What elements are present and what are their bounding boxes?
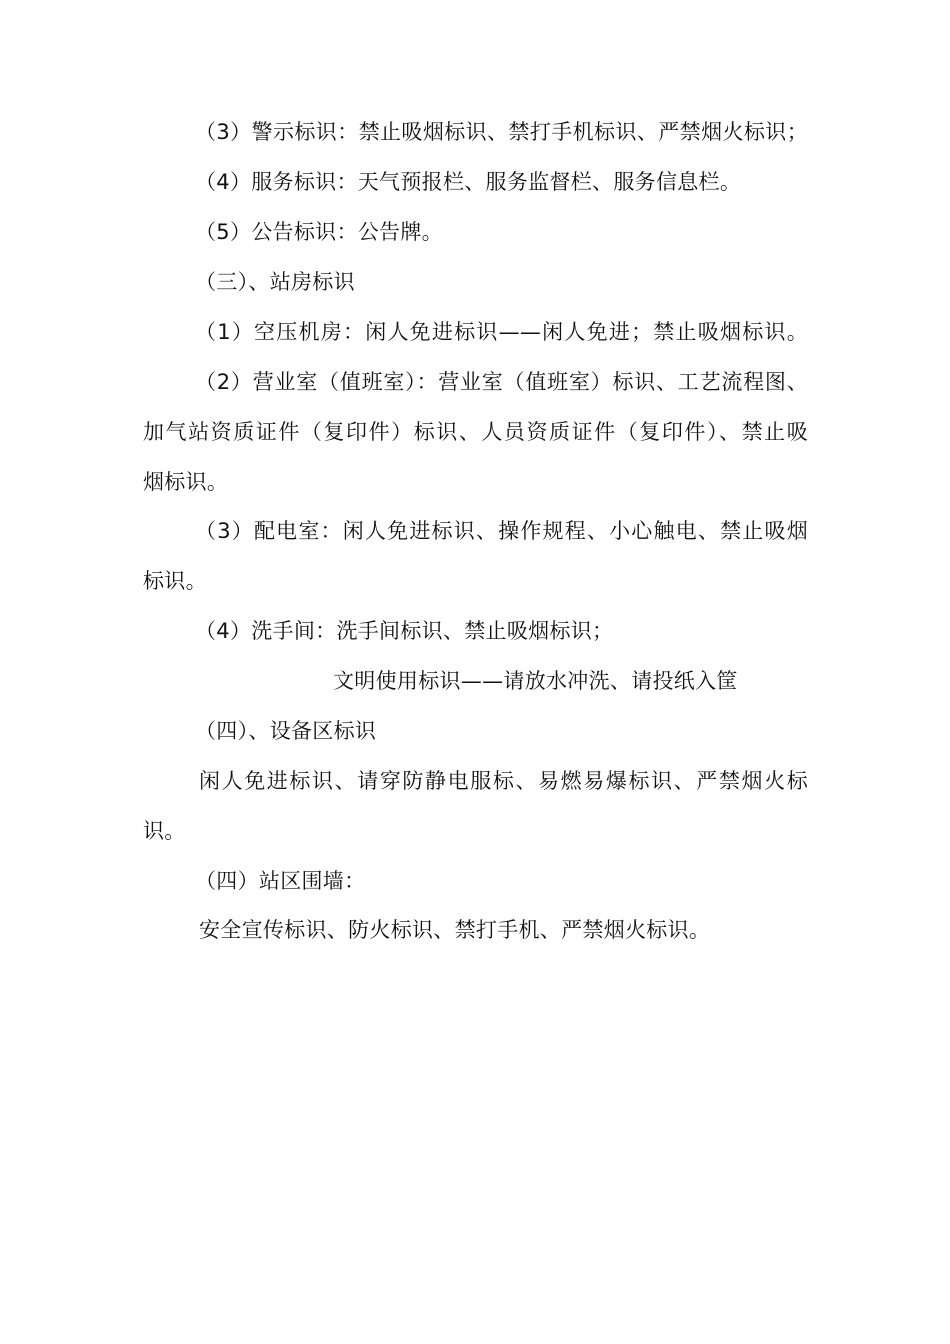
paragraph-business-room-line2: 加气站资质证件（复印件）标识、人员资质证件（复印件）、禁止吸	[143, 420, 808, 444]
section-heading-equipment-area: （四）、设备区标识	[195, 719, 377, 743]
paragraph-service-signs: （4）服务标识：天气预报栏、服务监督栏、服务信息栏。	[195, 170, 742, 194]
paragraph-equipment-area-line2: 识。	[143, 819, 186, 843]
paragraph-restroom-line2: 文明使用标识——请放水冲洗、请投纸入筐	[333, 669, 738, 693]
paragraph-equipment-area-line1: 闲人免进标识、请穿防静电服标、易燃易爆标识、严禁烟火标	[199, 769, 808, 793]
section-heading-station-building: （三）、站房标识	[195, 270, 355, 294]
paragraph-restroom-line1: （4）洗手间：洗手间标识、禁止吸烟标识；	[195, 619, 614, 643]
paragraph-power-room-line2: 标识。	[143, 569, 207, 593]
paragraph-notice-signs: （5）公告标识：公告牌。	[195, 220, 443, 244]
paragraph-station-wall: 安全宣传标识、防火标识、禁打手机、严禁烟火标识。	[199, 918, 711, 942]
paragraph-warning-signs: （3）警示标识：禁止吸烟标识、禁打手机标识、严禁烟火标识；	[195, 120, 808, 144]
paragraph-business-room-line3: 烟标识。	[143, 470, 229, 494]
paragraph-business-room-line1: （2）营业室（值班室）：营业室（值班室）标识、工艺流程图、	[195, 370, 808, 394]
paragraph-compressor-room: （1）空压机房：闲人免进标识——闲人免进；禁止吸烟标识。	[195, 320, 808, 344]
section-heading-station-wall: （四）站区围墙：	[195, 869, 366, 893]
paragraph-power-room-line1: （3）配电室：闲人免进标识、操作规程、小心触电、禁止吸烟	[195, 519, 808, 543]
